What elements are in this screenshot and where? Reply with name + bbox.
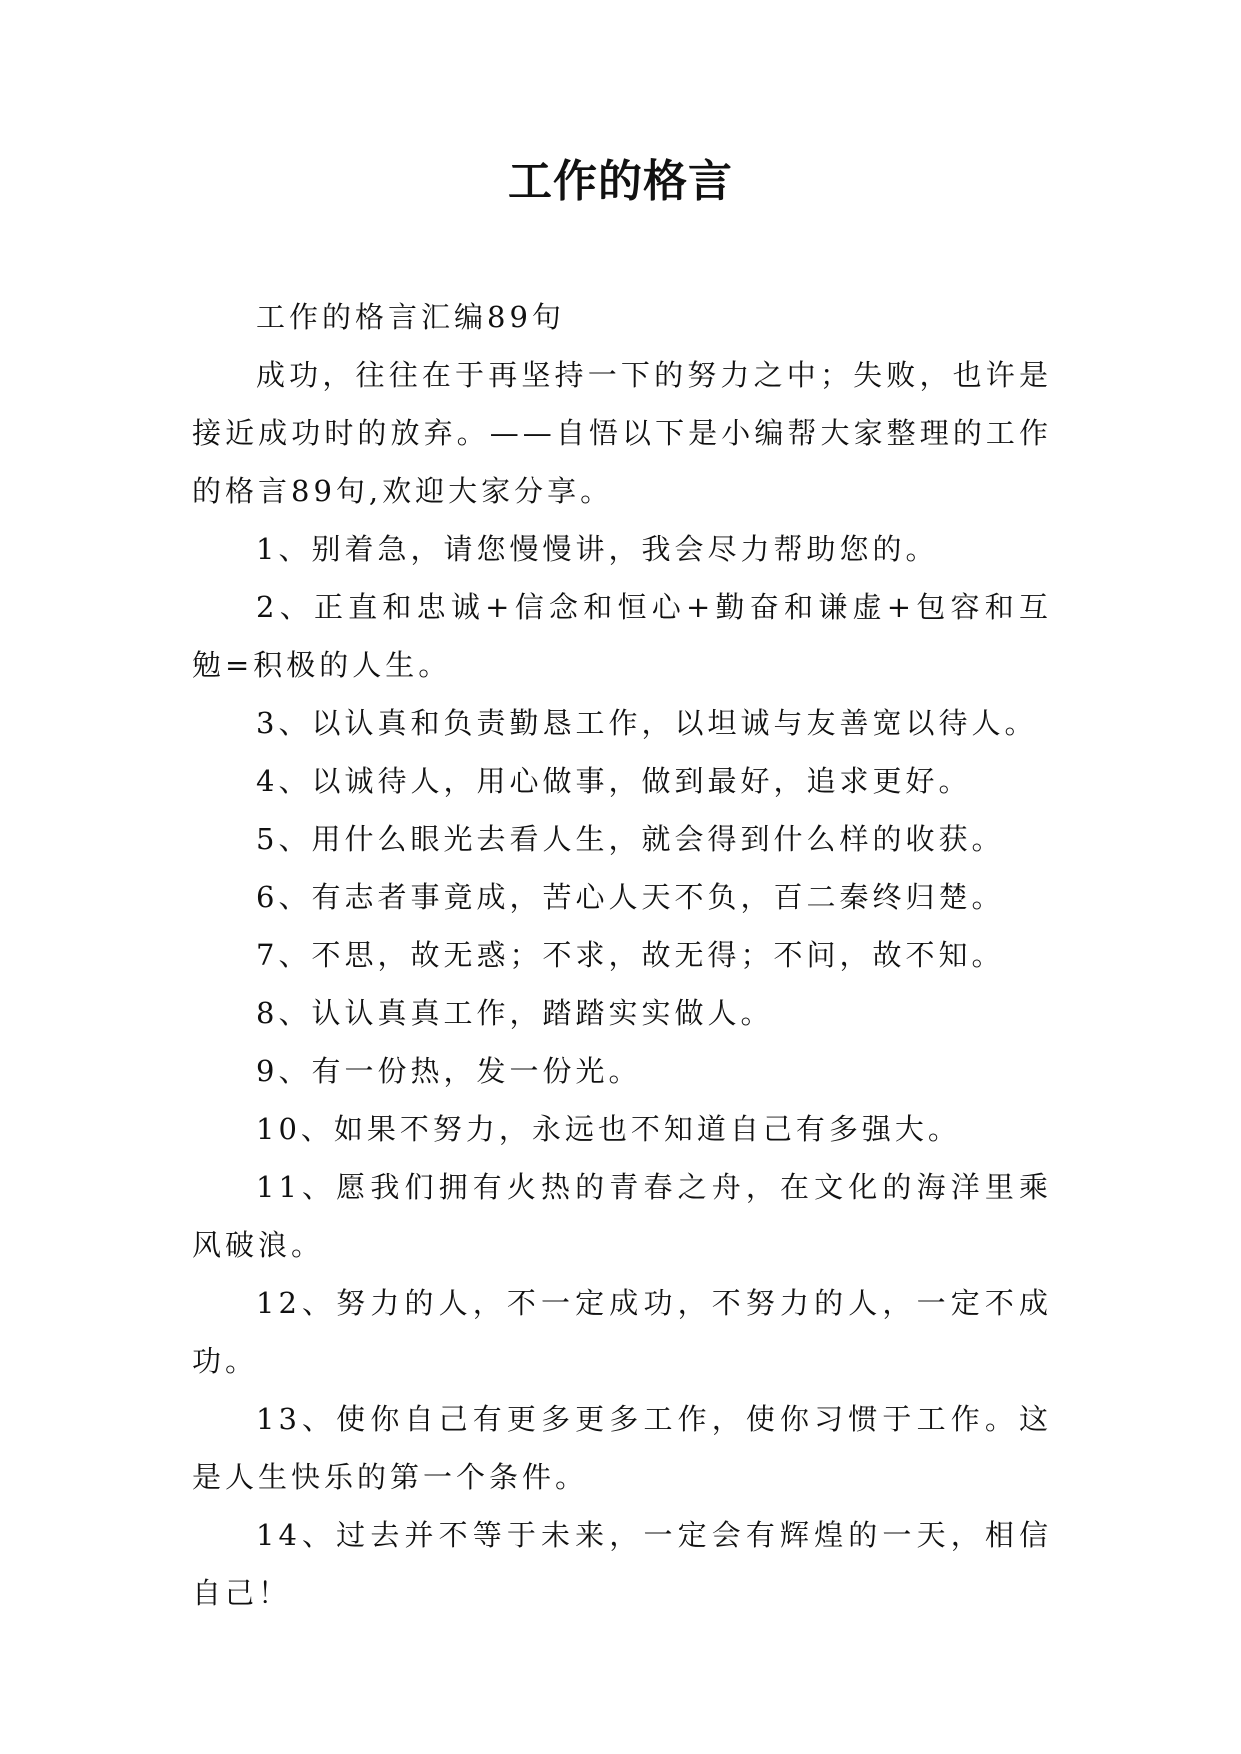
quote-item-6: 6、有志者事竟成，苦心人天不负，百二秦终归楚。 — [256, 880, 1005, 914]
quote-item-14: 14、过去并不等于未来，一定会有辉煌的一天，相信自己！ — [192, 1518, 1052, 1610]
paragraph-intro: 成功，往往在于再坚持一下的努力之中；失败，也许是接近成功时的放弃。——自悟以下是小编帮大家整理的工作的格言89句,欢迎大家分享。 — [192, 358, 1052, 508]
quote-item-7: 7、不思，故无惑；不求，故无得；不问，故不知。 — [256, 938, 1005, 972]
quote-item-10: 10、如果不努力，永远也不知道自己有多强大。 — [256, 1112, 961, 1146]
quote-item-8: 8、认认真真工作，踏踏实实做人。 — [256, 996, 774, 1030]
quote-item-12: 12、努力的人，不一定成功，不努力的人，一定不成功。 — [192, 1286, 1052, 1378]
quote-item-1: 1、别着急，请您慢慢讲，我会尽力帮助您的。 — [256, 532, 939, 566]
quote-item-11: 11、愿我们拥有火热的青春之舟，在文化的海洋里乘风破浪。 — [192, 1170, 1052, 1262]
quote-item-13: 13、使你自己有更多更多工作，使你习惯于工作。这是人生快乐的第一个条件。 — [192, 1402, 1052, 1494]
quote-item-9: 9、有一份热，发一份光。 — [256, 1054, 642, 1088]
quote-item-2: 2、正直和忠诚+信念和恒心+勤奋和谦虚+包容和互勉=积极的人生。 — [192, 590, 1052, 682]
document-body — [192, 288, 1052, 1622]
paragraph-subtitle: 工作的格言汇编89句 — [256, 300, 565, 334]
document-title: 工作的格言 — [508, 156, 733, 207]
quote-item-3: 3、以认真和负责勤恳工作，以坦诚与友善宽以待人。 — [256, 706, 1038, 740]
quote-item-5: 5、用什么眼光去看人生，就会得到什么样的收获。 — [256, 822, 1005, 856]
quote-item-4: 4、以诚待人，用心做事，做到最好，追求更好。 — [256, 764, 972, 798]
